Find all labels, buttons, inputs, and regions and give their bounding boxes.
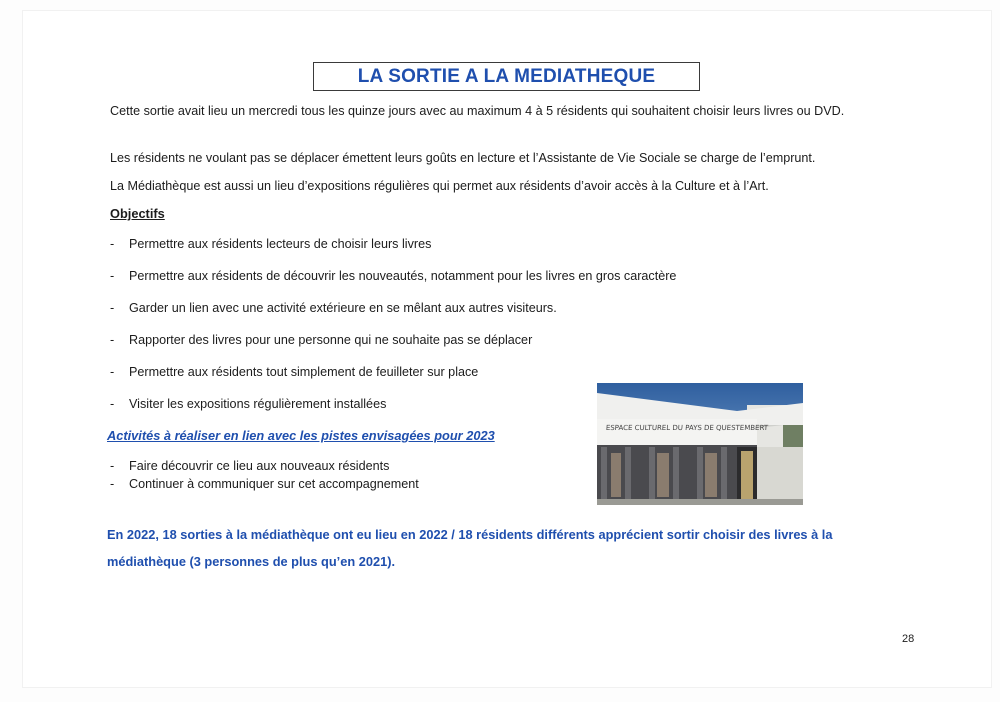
intro-paragraph-1: Cette sortie avait lieu un mercredi tous les quinze jours avec au maximum 4 à 5 résidents qui souhaitent choisir leurs livres ou DVD. xyxy=(110,104,845,118)
building-sign: ESPACE CULTUREL DU PAYS DE QUESTEMBERT xyxy=(605,424,769,432)
building-illustration xyxy=(597,383,803,505)
bullet-dash: - xyxy=(110,477,115,491)
mediatheque-building-photo xyxy=(597,383,803,505)
page-title: LA SORTIE A LA MEDIATHEQUE xyxy=(357,65,656,87)
title-box xyxy=(313,62,700,91)
bullet-dash: - xyxy=(110,237,115,251)
page-number: 28 xyxy=(902,633,915,645)
objective-item xyxy=(110,301,557,315)
conclusion-text: En 2022, 18 sorties à la médiathèque ont eu lieu en 2022 / 18 résidents différents apprécient sortir choisir des livres à la médiathèque (3 personnes de plus qu’en 2021). xyxy=(107,527,833,569)
objective-text: Permettre aux résidents de découvrir les nouveautés, notamment pour les livres en gros caractère xyxy=(129,269,677,283)
activity-text: Continuer à communiquer sur cet accompagnement xyxy=(129,477,419,491)
bullet-dash: - xyxy=(110,333,115,347)
intro-paragraph-3: La Médiathèque est aussi un lieu d’expositions régulières qui permet aux résidents d’avoir accès à la Culture et à l’Art. xyxy=(110,179,769,193)
bullet-dash: - xyxy=(110,459,115,473)
objective-item xyxy=(110,269,676,283)
objective-text: Permettre aux résidents lecteurs de choisir leurs livres xyxy=(129,237,432,251)
objective-item xyxy=(110,333,532,347)
activity-text: Faire découvrir ce lieu aux nouveaux résidents xyxy=(129,459,390,473)
activity-item xyxy=(110,477,419,491)
bullet-dash: - xyxy=(110,269,115,283)
objective-text: Permettre aux résidents tout simplement de feuilleter sur place xyxy=(129,365,479,379)
activities-heading: Activités à réaliser en lien avec les pistes envisagées pour 2023 xyxy=(107,428,495,443)
activity-item xyxy=(110,459,389,473)
objective-text: Visiter les expositions régulièrement installées xyxy=(129,397,387,411)
bullet-dash: - xyxy=(110,365,115,379)
objective-text: Rapporter des livres pour une personne qui ne souhaite pas se déplacer xyxy=(129,333,533,347)
objective-text: Garder un lien avec une activité extérieure en se mêlant aux autres visiteurs. xyxy=(129,301,557,315)
objective-item xyxy=(110,365,478,379)
intro-paragraph-2: Les résidents ne voulant pas se déplacer émettent leurs goûts en lecture et l’Assistante de Vie Sociale se charge de l’emprunt. xyxy=(110,151,816,165)
bullet-dash: - xyxy=(110,397,115,411)
bullet-dash: - xyxy=(110,301,115,315)
objective-item xyxy=(110,397,386,411)
objective-item xyxy=(110,237,431,251)
objectives-heading: Objectifs xyxy=(110,206,165,221)
